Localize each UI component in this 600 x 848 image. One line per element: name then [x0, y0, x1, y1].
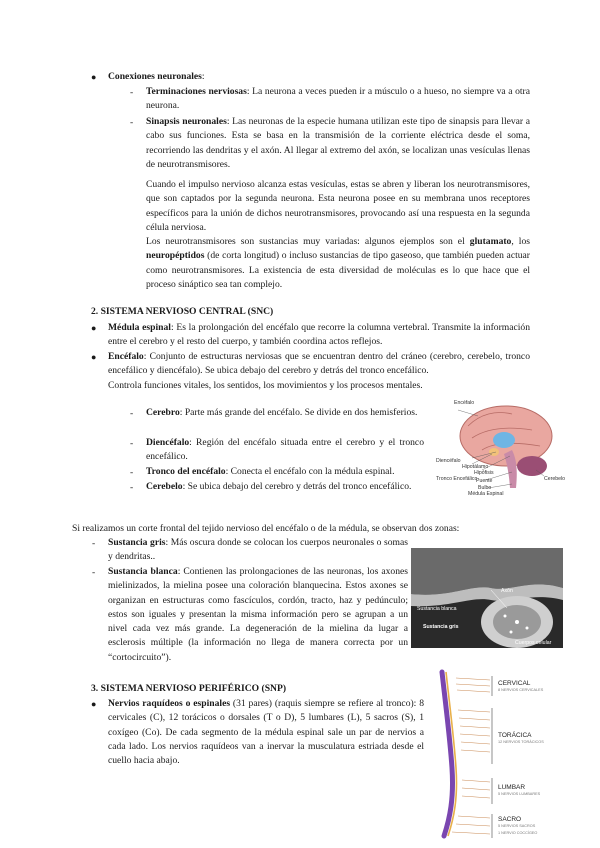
- spine-sublabel-toracica: 12 NERVIOS TORÁCICOS: [498, 740, 544, 744]
- photo-label-axon: Axón: [501, 588, 513, 594]
- snp-heading: 3. SISTEMA NERVIOSO PERIFÉRICO (SNP): [91, 683, 287, 694]
- brain-label-cerebelo: Cerebelo: [544, 476, 566, 482]
- brain-label-hipotalamo: Hipotálamo: [462, 464, 489, 470]
- brain-diagram: [432, 396, 566, 497]
- tronco-text: Tronco del encéfalo: Conecta el encéfalo con la médula espinal.: [146, 466, 395, 477]
- bullet-icon: ●: [91, 352, 97, 362]
- bullet-icon: ●: [91, 323, 97, 333]
- cerebro-text: Cerebro: Parte más grande del encéfalo. Se divide en dos hemisferios.: [146, 407, 418, 418]
- spine-diagram: [430, 668, 580, 840]
- spine-label-cervical: CERVICAL: [498, 680, 531, 687]
- dash-icon: -: [130, 467, 134, 478]
- dash-icon: -: [130, 408, 134, 419]
- spine-sublabel-coccigeo: 1 NERVIO COCCÍGEO: [498, 831, 538, 835]
- dash-icon: -: [92, 567, 96, 578]
- neurotransmisores-paragraph: Los neurotransmisores son sustancias muy variadas: algunos ejemplos son el glutamato, los neuropéptidos (de corta longitud) o incluso sustancias de tipo gaseoso, que también pueden actuar como neurotransmisores. La existencia de esta diversidad de moléculas es lo que hace que el proceso sináptico sea tan complejo.: [146, 236, 530, 290]
- dash-icon: -: [130, 87, 134, 98]
- brain-label-tronco: Tronco Encefálico: [436, 476, 478, 482]
- terminaciones-text: Terminaciones nerviosas: La neurona a veces pueden ir a músculo o a hueso, no siempre va a otra neurona.: [146, 86, 530, 112]
- sustancia-gris-text: Sustancia gris: Más oscura donde se colocan los cuerpos neuronales o somas y dendritas..: [108, 537, 408, 563]
- bullet-icon: ●: [91, 699, 97, 709]
- spine-sublabel-cervical: 8 NERVIOS CERVICALES: [498, 688, 544, 692]
- photo-label-cuerpos: Cuerpos celular: [515, 640, 552, 646]
- vesiculas-paragraph: Cuando el impulso nervioso alcanza estas vesículas, estas se abren y liberan los neurotransmisores, que son captados por la segunda neurona. Esta neurona posee en su membrana unos receptores específicos para la unión de dichos neurotransmisores, provocando así una respuesta en la segunda célula nerviosa.: [146, 179, 530, 233]
- encefalo-text: Encéfalo: Conjunto de estructuras nerviosas que se encuentran dentro del cráneo (cerebro, cerebelo, tronco encefálico y diencéfalo). Se ubica debajo del cerebro y detrás del tronco encefálico.: [108, 351, 530, 377]
- conexiones-item: Conexiones neuronales:: [108, 71, 205, 82]
- tissue-photo: [411, 548, 563, 648]
- zonas-intro: Si realizamos un corte frontal del tejido nervioso del encéfalo o de la médula, se observan dos zonas:: [72, 523, 460, 534]
- cerebelo-text: Cerebelo: Se ubica debajo del cerebro y detrás del tronco encefálico.: [146, 481, 412, 492]
- encefalo-text-2: Controla funciones vitales, los sentidos, los movimientos y los procesos mentales.: [108, 380, 423, 391]
- nervios-raquideos-text: Nervios raquídeos o espinales (31 pares) (raquis siempre se refiere al tronco): 8 cervicales (C), 12 torácicos o dorsales (T o D), 5 lumbares (L), 5 sacros (S), 1 coxígeo (Co). De cada segmento de la médula espinal sale un par de nervios a cada lado. Los nervios raquídeos van a inervar la musculatura estriada desde el cuello hacia abajo.: [108, 698, 424, 767]
- snc-heading: 2. SISTEMA NERVIOSO CENTRAL (SNC): [91, 306, 274, 317]
- photo-label-gris: Sustancia gris: [423, 624, 459, 630]
- spine-label-toracica: TORÁCICA: [498, 732, 532, 739]
- dash-icon: -: [130, 117, 134, 128]
- diencefalo-text: Diencéfalo: Región del encéfalo situada entre el cerebro y el tronco encefálico.: [146, 437, 424, 463]
- spine-label-lumbar: LUMBAR: [498, 784, 526, 791]
- dash-icon: -: [92, 538, 96, 549]
- brain-label-bulbo: Bulbo: [478, 485, 492, 491]
- dash-icon: -: [130, 438, 134, 449]
- spine-sublabel-lumbar: 5 NERVIOS LUMBARES: [498, 792, 541, 796]
- dash-icon: -: [130, 482, 134, 493]
- spine-sublabel-sacro: 5 NERVIOS SACROS: [498, 824, 536, 828]
- sinapsis-text: Sinapsis neuronales: Las neuronas de la especie humana utilizan este tipo de sinapsis para llevar a cabo sus funciones. Esta se basa en la transmisión de la corriente eléctrica desde el soma, recorriendo las dendritas y el axón. Al llegar al extremo del axón, se localizan unas vesículas llenas de neurotransmisores.: [146, 116, 530, 170]
- spine-label-sacro: SACRO: [498, 816, 522, 823]
- brain-label-hipofisis: Hipófisis: [474, 470, 494, 476]
- brain-label-diencefalo: Diencéfalo: [436, 458, 461, 464]
- brain-label-medula: Médula Espinal: [468, 491, 504, 497]
- medula-text: Médula espinal: Es la prolongación del encéfalo que recorre la columna vertebral. Transmite la información entre el cerebro y el resto del cuerpo, y también coordina actos reflejos.: [108, 322, 530, 348]
- sustancia-blanca-text: Sustancia blanca: Contienen las prolongaciones de las neuronas, los axones mielinizados, la mielina posee una coloración blanquecina. Estos axones se organizan en estructuras como fascículos, cordón, tracto, haz y pedúnculo; estos son iguales y presentan la misma información pero se agrupan a un nivel cada vez más grande. La degeneración de la mielina da lugar a esclerosis múltiple (la información no llega de manera correcta por un “cortocircuito”).: [108, 566, 408, 663]
- bullet-icon: ●: [91, 72, 97, 82]
- brain-label-puente: Puente: [476, 478, 493, 484]
- brain-label-encefalo: Encéfalo: [454, 400, 475, 406]
- photo-label-blanca: Sustancia blanca: [417, 606, 457, 612]
